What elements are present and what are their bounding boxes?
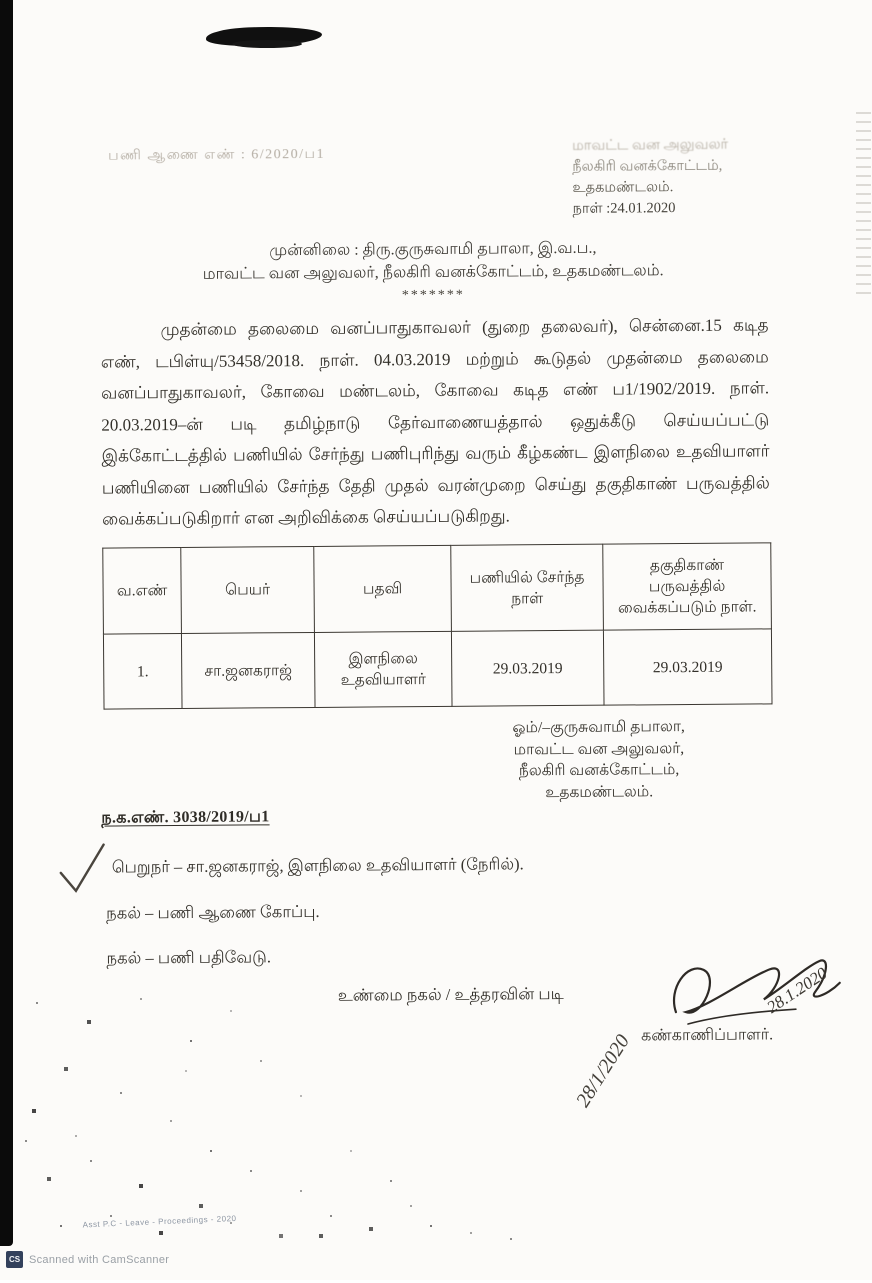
handwritten-date-diagonal: 28/1/2020 <box>571 1030 635 1112</box>
scan-edge-bar <box>0 0 13 1246</box>
supervisor-designation: கண்காணிப்பாளர். <box>641 1026 774 1045</box>
col-header-designation: பதவி <box>314 545 452 632</box>
signatory-block <box>499 716 700 804</box>
page-bleed-through-marks <box>856 112 871 297</box>
issuing-office-block <box>572 135 729 220</box>
cell-name: சா.ஜனகராஜ் <box>181 632 315 708</box>
signatory-line-1: ஓம்/–குருசுவாமி தபாலா, <box>512 718 685 737</box>
col-header-probation-date: தகுதிகாண் பருவத்தில் வைக்கப்படும் நாள். <box>603 543 772 630</box>
handwritten-checkmark-icon <box>57 841 109 899</box>
presence-block <box>0 235 869 311</box>
office-line-1: மாவட்ட வன அலுவலர் <box>572 136 729 154</box>
cell-probation-date: 29.03.2019 <box>603 629 772 705</box>
office-line-2: நீலகிரி வனக்கோட்டம், <box>572 157 723 175</box>
cell-designation: இளநிலை உதவியாளர் <box>314 631 452 707</box>
cell-serial: 1. <box>103 633 182 709</box>
signatory-line-2: மாவட்ட வன அலுவலர், <box>513 739 685 758</box>
col-header-joining-date: பணியில் சேர்ந்த நாள் <box>451 544 604 631</box>
file-footer-note: Asst P.C - Leave - Proceedings - 2020 <box>82 1213 237 1230</box>
true-copy-attestation: உண்மை நகல் / உத்தரவின் படி <box>337 984 564 1005</box>
col-header-serial: வ.எண் <box>103 548 182 635</box>
office-date-line: நாள் :24.01.2020 <box>572 200 676 217</box>
presence-line-2: மாவட்ட வன அலுவலர், நீலகிரி வனக்கோட்டம், உதகமண்டலம். <box>202 262 664 283</box>
signatory-line-3: நீலகிரி வனக்கோட்டம், <box>518 761 680 780</box>
work-order-number: பணி ஆணை எண் : 6/2020/ப1 <box>108 146 326 164</box>
distribution-line-copy-2: நகல் – பணி பதிவேடு. <box>106 947 271 968</box>
probation-table <box>102 542 772 709</box>
signatory-line-4: உதகமண்டலம். <box>545 782 654 801</box>
camscanner-watermark <box>6 1251 169 1268</box>
file-reference-number: ந.க.எண். 3038/2019/ப1 <box>101 808 270 827</box>
scan-noise-speckles <box>0 0 2 2</box>
camscanner-label: Scanned with CamScanner <box>29 1253 170 1266</box>
presence-line-1: முன்னிலை : திரு.குருசுவாமி தபாலா, இ.வ.ப., <box>269 239 597 260</box>
camscanner-logo-icon: CS <box>6 1251 23 1268</box>
separator-stars: ******* <box>401 287 465 304</box>
distribution-line-recipient: பெறுநர் – சா.ஜனகராஜ், இளநிலை உதவியாளர் (நேரில்). <box>111 854 524 877</box>
table-header-row <box>103 543 772 634</box>
cell-joining-date: 29.03.2019 <box>451 630 604 706</box>
office-line-3: உதகமண்டலம். <box>572 179 674 196</box>
distribution-line-copy-1: நகல் – பணி ஆணை கோப்பு. <box>106 901 320 923</box>
col-header-name: பெயர் <box>181 546 315 633</box>
table-row <box>103 629 772 709</box>
scan-ink-blob-inner <box>232 40 302 48</box>
handwritten-date-near-signature: 28.1.2020 <box>763 963 831 1017</box>
order-body-paragraph: முதன்மை தலைமை வனப்பாதுகாவலர் (துறை தலைவர்), சென்னை.15 கடித எண், டபிள்யு/53458/2018. நாள். 04.03.2019 மற்றும் கூடுதல் முதன்மை தலைமை வனப்பாதுகாவலர், கோவை மண்டலம், கோவை கடித எண் ப1/1902/2019. நாள். 20.03.2019–ன் படி தமிழ்நாடு தேர்வாணையத்தால் ஒதுக்கீடு செய்யப்பட்டு இக்கோட்டத்தில் பணியில் சேர்ந்து பணிபுரிந்து வரும் கீழ்கண்ட இளநிலை உதவியாளர் பணியினை பணியில் சேர்ந்த தேதி முதல் வரன்முறை செய்து தகுதிகாண் பருவத்தில் வைக்கப்படுகிறார் என அறிவிக்கை செய்யப்படுகிறது. <box>100 315 770 529</box>
